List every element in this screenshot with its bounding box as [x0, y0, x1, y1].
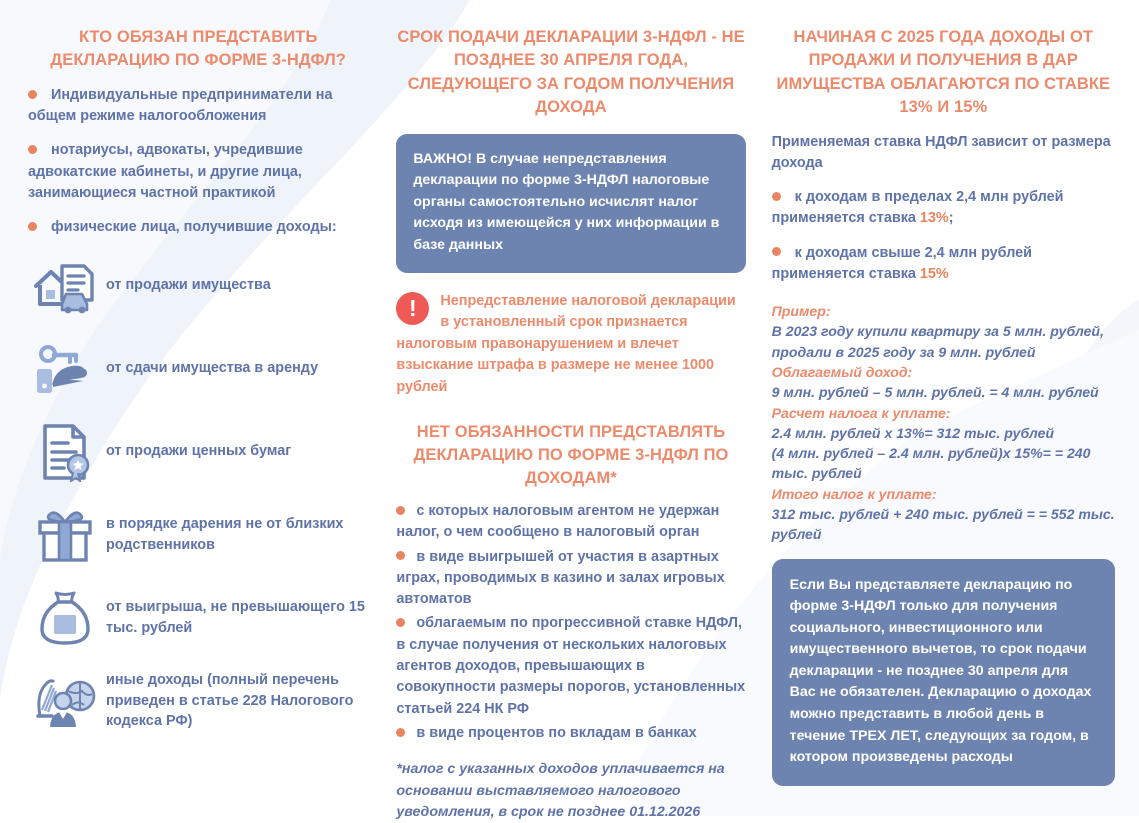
example-value-1: В 2023 году купили квартиру за 5 млн. рублей, продали в 2025 году за 9 млн. рублей — [771, 323, 1104, 360]
bullet-dot-icon — [772, 192, 781, 201]
middle-footnote: *налог с указанных доходов уплачивается на основании выставляемого налогового уведомления, в срок не позднее 01.12.2026 — [396, 761, 725, 820]
example-value-2: 9 млн. рублей – 5 млн. рублей. = 4 млн. рублей — [771, 384, 1099, 401]
list-item — [772, 243, 1115, 286]
list-item-label: от сдачи имущества в аренду — [106, 360, 319, 377]
document-seal-icon — [28, 421, 102, 483]
list-item — [28, 421, 368, 483]
list-item — [396, 723, 745, 744]
deduction-note-box: Если Вы представляете декларацию по форме 3-НДФЛ только для получения социального, инвестиционного или имущественного вычетов, то срок подачи декларации - не позднее 30 апреля для Вас не обязателен. Декларацию о доходах можно представить в любой день в течение ТРЕХ ЛЕТ, следующих за годом, в котором произведены расходы — [772, 559, 1115, 786]
rate-text-after: ; — [948, 210, 954, 227]
list-item-label: с которых налоговым агентом не удержан налог, о чем сообщено в налоговый орган — [396, 502, 720, 541]
example-label-4: Итого налог к уплате: — [771, 485, 937, 502]
list-item — [772, 187, 1115, 230]
list-item-label: от продажи ценных бумаг — [106, 443, 292, 460]
list-item-label: от продажи имущества — [106, 277, 271, 294]
middle-bullet-list — [396, 501, 745, 744]
rate-text-before: к доходам свыше 2,4 млн рублей применяется ставка — [771, 244, 1033, 282]
right-heading: НАЧИНАЯ С 2025 ГОДА ДОХОДЫ ОТ ПРОДАЖИ И ПОЛУЧЕНИЯ В ДАР ИМУЩЕСТВА ОБЛАГАЮТСЯ ПО СТАВКЕ 13% И 15% — [776, 28, 1111, 117]
middle-heading: СРОК ПОДАЧИ ДЕКЛАРАЦИИ 3-НДФЛ - НЕ ПОЗДНЕЕ 30 АПРЕЛЯ ГОДА, СЛЕДУЮЩЕГО ЗА ГОДОМ ПОЛУЧЕНИЯ ДОХОДА — [397, 28, 745, 117]
example-calculation — [772, 301, 1115, 544]
list-item — [28, 255, 368, 317]
rate-text-before: к доходам в пределах 2,4 млн рублей применяется ставка — [771, 188, 1064, 227]
bullet-dot-icon — [396, 728, 405, 737]
key-hand-icon — [28, 338, 102, 400]
list-item — [28, 587, 368, 649]
list-item-label: физические лица, получившие доходы: — [51, 219, 337, 236]
money-bag-icon — [28, 587, 102, 649]
column-middle — [384, 18, 757, 820]
rate-bullet-list — [772, 187, 1115, 285]
bullet-dot-icon — [396, 551, 405, 560]
list-item — [396, 613, 745, 720]
list-item-label: в порядке дарения не от близких родственников — [106, 515, 344, 553]
rate-value: 13% — [919, 210, 949, 227]
right-intro-text: Применяемая ставка НДФЛ зависит от размера дохода — [771, 133, 1111, 172]
bullet-dot-icon — [772, 247, 781, 256]
left-heading: КТО ОБЯЗАН ПРЕДСТАВИТЬ ДЕКЛАРАЦИЮ ПО ФОРМЕ 3-НДФЛ? — [50, 28, 346, 70]
column-right — [758, 18, 1125, 808]
example-label-2: Облагаемый доход: — [771, 364, 913, 380]
list-item — [396, 547, 745, 611]
column-left — [14, 18, 384, 808]
list-item-label: от выигрыша, не превышающего 15 тыс. рублей — [106, 598, 365, 636]
exclamation-circle-icon: ! — [396, 292, 429, 325]
list-item — [28, 338, 368, 400]
important-notice-box: ВАЖНО! В случае непредставления декларации по форме 3-НДФЛ налоговые органы самостоятельно исчислят налог исходя из имеющейся у них информации в базе данных — [396, 134, 745, 273]
warning-text: Непредставление налоговой декларации в установленный срок признается налоговым правонарушением и влечет взыскание штрафа в размере не менее 1000 рублей — [396, 292, 736, 396]
rate-value: 15% — [919, 265, 949, 282]
bullet-dot-icon — [28, 90, 37, 99]
gift-icon — [28, 504, 102, 566]
list-item — [396, 501, 745, 544]
list-item-label: нотариусы, адвокаты, учредившие адвокатские кабинеты, и другие лица, занимающиеся частной практикой — [28, 142, 303, 202]
list-item-label: Индивидуальные предприниматели на общем режиме налогообложения — [28, 86, 333, 125]
bullet-dot-icon — [396, 618, 405, 627]
list-item — [28, 504, 368, 566]
list-item — [28, 217, 368, 238]
bullet-dot-icon — [28, 222, 37, 231]
middle-subheading: НЕТ ОБЯЗАННОСТИ ПРЕДСТАВЛЯТЬ ДЕКЛАРАЦИЮ ПО ФОРМЕ 3-НДФЛ ПО ДОХОДАМ* — [413, 422, 729, 488]
warning-block — [396, 291, 745, 399]
list-item-label: иные доходы (полный перечень приведен в статье 228 Налогового кодекса РФ) — [106, 671, 354, 730]
list-item-label: в виде выигрышей от участия в азартных играх, проводимых в казино и залах игровых автоматов — [396, 548, 725, 608]
list-item — [28, 85, 368, 128]
person-globe-harp-icon — [28, 670, 102, 732]
left-bullet-list — [28, 85, 368, 239]
bullet-dot-icon — [28, 145, 37, 154]
list-item-label: в виде процентов по вкладам в банках — [416, 725, 697, 742]
house-car-icon — [28, 255, 102, 317]
example-label-3: Расчет налога к уплате: — [771, 404, 951, 421]
list-item — [28, 140, 368, 204]
example-value-3a: 2.4 млн. рублей х 13%= 312 тыс. рублей — [771, 424, 1055, 441]
list-item-label: облагаемым по прогрессивной ставке НДФЛ, в случае получения от нескольких налоговых агентов доходов, превышающих в совокупности размеры порогов, установленных статьей 224 НК РФ — [396, 615, 746, 717]
bullet-dot-icon — [396, 506, 405, 515]
list-item — [28, 670, 368, 733]
example-value-4: 312 тыс. рублей + 240 тыс. рублей = = 552 тыс. рублей — [771, 505, 1115, 543]
income-source-list — [28, 255, 368, 733]
example-label-1: Пример: — [771, 303, 831, 320]
example-value-3b: (4 млн. рублей – 2.4 млн. рублей)х 15%= = 240 тыс. рублей — [771, 445, 1091, 482]
